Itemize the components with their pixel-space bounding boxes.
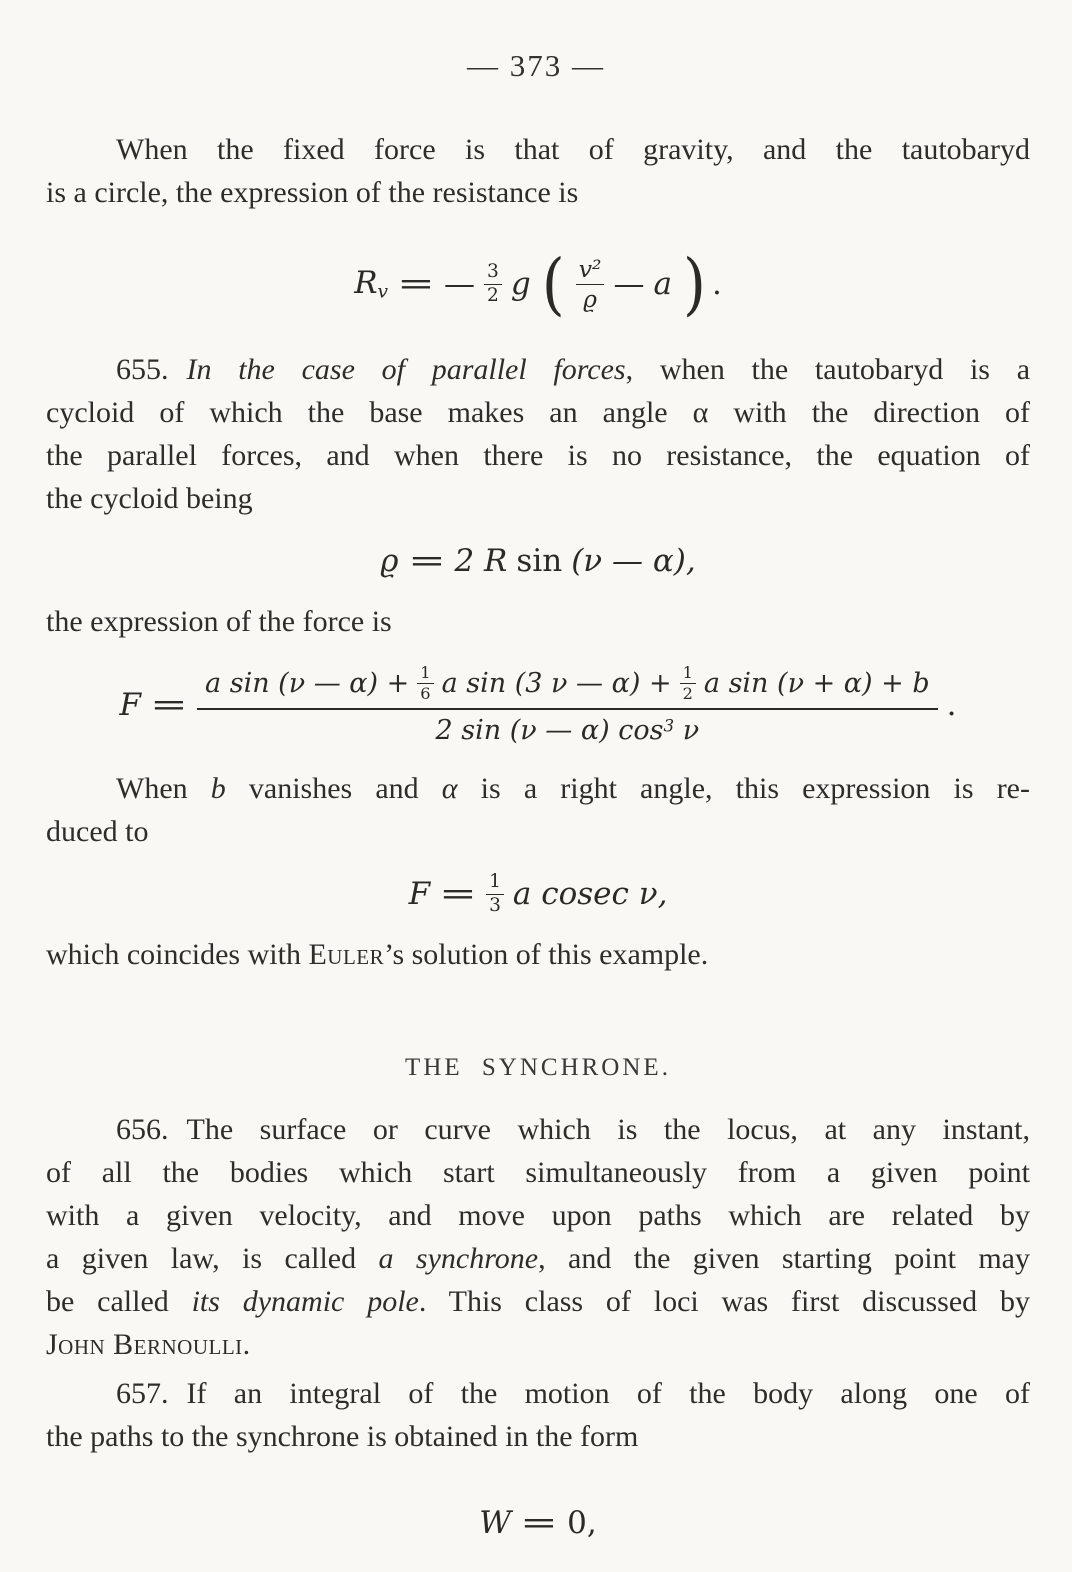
text-line: of all the bodies which start simultaneously from a given point: [46, 1156, 1030, 1189]
period: .: [711, 266, 722, 302]
variable-rho: ϱ: [380, 543, 399, 579]
name-john-bernoulli: John Bernoulli.: [46, 1328, 251, 1361]
text-line: When the fixed force is that of gravity, and the tautobaryd: [116, 133, 1030, 166]
text-line: the parallel forces, and when there is no resistance, the equation of: [46, 439, 1030, 472]
variable-R: R: [354, 265, 378, 302]
text-run: ’s solution of this example.: [384, 938, 709, 971]
text-line: with a given velocity, and move upon paths which are related by: [46, 1199, 1030, 1232]
fraction-denominator: 2: [682, 684, 693, 703]
text-run: , and the given starting point may: [538, 1242, 1030, 1275]
superscript-3: 3: [663, 715, 675, 736]
fraction-three-halves: [484, 262, 502, 307]
text-line: [46, 1280, 1030, 1323]
text-line: the paths to the synchrone is obtained in the form: [46, 1420, 639, 1453]
formula-lhs-Rv: [354, 265, 388, 303]
variable-F: F: [119, 687, 142, 723]
value-zero: 0,: [567, 1505, 597, 1541]
text-line: is a circle, the expression of the resistance is: [46, 176, 579, 209]
text-line: [46, 1323, 1030, 1366]
paragraph-656: [46, 1108, 1030, 1366]
text-run: a given law, is called: [46, 1242, 379, 1275]
section-number: 657.: [116, 1377, 169, 1410]
page-content: [0, 128, 1072, 1546]
fraction-one-third: [486, 872, 504, 917]
text-run: vanishes and: [225, 772, 442, 805]
equals-sign: =: [407, 543, 446, 579]
line-force-intro: the expression of the force is: [46, 605, 392, 638]
numerator-term-2: a sin (3 ν — α) +: [441, 668, 672, 699]
close-paren: ): [682, 243, 706, 323]
equals-sign: =: [520, 1505, 558, 1541]
paragraph-657: [46, 1372, 1030, 1458]
italic-phrase: In the case of parallel forces: [186, 353, 626, 386]
open-paren: (: [541, 243, 565, 323]
italic-phrase-synchrone: a synchrone: [378, 1242, 539, 1275]
variable-b: b: [210, 772, 226, 805]
heading-the-synchrone: THE SYNCHRONE.: [405, 1054, 671, 1081]
text-line: duced to: [46, 815, 149, 848]
equals-sign: =: [439, 876, 477, 912]
fraction-numerator: v²: [576, 256, 605, 284]
variable-g: g: [510, 266, 531, 302]
function-sin: sin: [516, 543, 563, 579]
text-line: [46, 1237, 1030, 1280]
text-run: The surface or curve which is the locus, at any instant,: [186, 1113, 1030, 1146]
formula-force: [46, 659, 1030, 751]
section-number: 656.: [116, 1113, 169, 1146]
variable-W: W: [479, 1505, 512, 1541]
period: .: [946, 687, 957, 723]
fraction-denominator: 3: [489, 894, 501, 916]
minus-sign: —: [613, 266, 645, 302]
fraction-numerator: 1: [680, 664, 696, 684]
equals-sign: =: [397, 266, 435, 302]
text-run: be called: [46, 1285, 192, 1318]
fraction-v2-over-rho: [576, 256, 605, 312]
equals-sign: =: [150, 687, 188, 723]
fraction-denominator: [436, 710, 700, 746]
fraction-denominator: 6: [420, 684, 431, 703]
text-run: If an integral of the motion of the body along one of: [186, 1377, 1030, 1410]
section-number: 655.: [116, 353, 169, 386]
text-line: [46, 767, 1030, 810]
subscript-v: v: [377, 281, 389, 303]
text-line: cycloid of which the base makes an angle α with the direction of: [46, 396, 1030, 429]
numerator-term-1: a sin (ν — α) +: [205, 668, 410, 699]
text-run: . This class of loci was first discussed by: [418, 1285, 1030, 1318]
variable-alpha: α: [441, 772, 458, 805]
text-run: is a right angle, this expression is re-: [457, 772, 1030, 805]
fraction-numerator: 3: [484, 262, 502, 285]
expression-a-cosec-nu: a cosec ν,: [512, 876, 668, 912]
italic-phrase-dynamic-pole: its dynamic pole: [191, 1285, 419, 1318]
text-line: [46, 1108, 1030, 1151]
text-run: which coincides with: [46, 938, 309, 971]
text-line: [46, 348, 1030, 391]
variable-F: F: [408, 876, 431, 912]
denominator-run: [436, 715, 700, 746]
fraction-numerator: 1: [417, 664, 433, 684]
coefficient-2R: 2 R: [454, 543, 508, 579]
fraction-numerator: 1: [486, 872, 504, 895]
text-run: , when the tautobaryd is a: [625, 353, 1031, 386]
big-fraction: [197, 664, 938, 746]
formula-w: [46, 1500, 1030, 1546]
text-run: 2 sin (ν — α) cos: [435, 715, 664, 747]
variable-a: a: [653, 266, 672, 302]
text-line: [46, 1372, 1030, 1415]
fraction-denominator: 2: [487, 284, 499, 306]
fraction-denominator: ϱ: [583, 284, 598, 313]
fraction-one-half: [680, 664, 696, 703]
formula-resistance: [46, 240, 1030, 328]
paragraph-fixed-force: [46, 128, 1030, 214]
fraction-numerator: [197, 664, 938, 710]
text-line: the cycloid being: [46, 482, 253, 515]
text-run: When: [116, 772, 211, 805]
paragraph-655: [46, 348, 1030, 520]
page-number: — 373 —: [467, 48, 605, 83]
argument: (ν — α),: [571, 543, 696, 579]
line-euler-solution: [46, 933, 1030, 976]
numerator-term-3: a sin (ν + α) + b: [703, 668, 930, 699]
minus-sign: —: [444, 266, 476, 302]
fraction-one-sixth: [417, 664, 433, 703]
name-euler: Euler: [308, 938, 385, 971]
variable-nu: ν: [682, 715, 700, 747]
paragraph-b-vanishes: [46, 767, 1030, 853]
formula-force-reduced: [46, 865, 1030, 923]
formula-cycloid: [46, 536, 1030, 586]
